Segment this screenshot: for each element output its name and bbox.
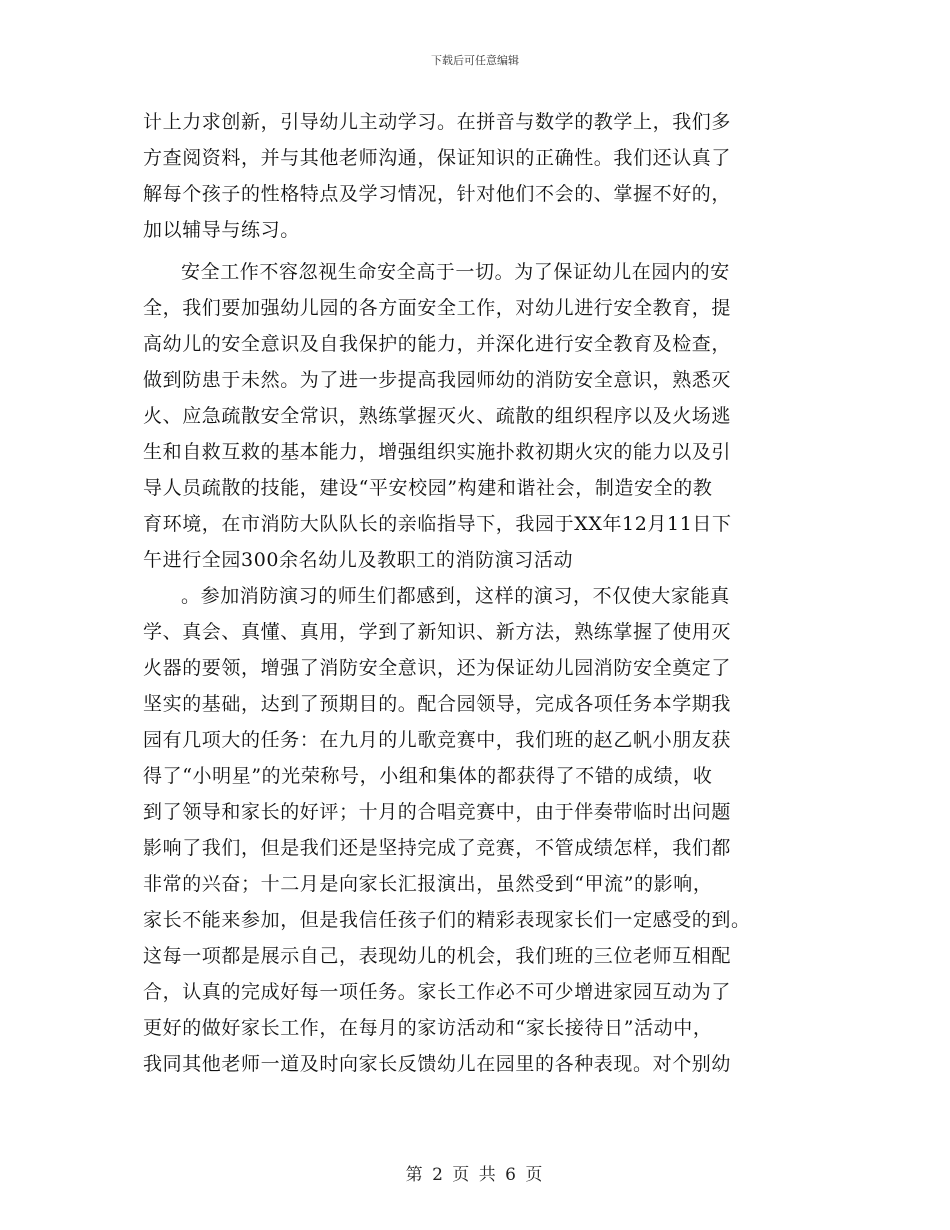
text-line: 我同其他老师一道及时向家长反馈幼儿在园里的各种表现。对个别幼 <box>143 1053 732 1075</box>
text-line: 方查阅资料，并与其他老师沟通，保证知识的正确性。我们还认真了 <box>143 147 732 169</box>
text-line: 得了“小明星”的光荣称号，小组和集体的都获得了不错的成绩，收 <box>143 765 713 787</box>
text-line: 火器的要领，增强了消防安全意识，还为保证幼儿园消防安全奠定了 <box>143 657 732 679</box>
paragraph-start-line: 安全工作不容忽视生命安全高于一切。为了保证幼儿在园内的安 <box>181 261 730 283</box>
text-line: 这每一项都是展示自己，表现幼儿的机会，我们班的三位老师互相配 <box>143 945 732 967</box>
text-line: 午进行全园300余名幼儿及教职工的消防演习活动 <box>143 549 574 571</box>
text-line: 学、真会、真懂、真用，学到了新知识、新方法，熟练掌握了使用灭 <box>143 621 732 643</box>
text-line: 影响了我们，但是我们还是坚持完成了竞赛，不管成绩怎样，我们都 <box>143 837 732 859</box>
page-number-indicator: 第 2 页 共 6 页 <box>405 1165 545 1185</box>
text-line: 导人员疏散的技能，建设“平安校园”构建和谐社会，制造安全的教 <box>143 477 713 499</box>
text-line: 家长不能来参加，但是我信任孩子们的精彩表现家长们一定感受的到。 <box>143 909 751 931</box>
text-line: 做到防患于未然。为了进一步提高我园师幼的消防安全意识，熟悉灭 <box>143 369 732 391</box>
document-body <box>143 104 813 1082</box>
paragraph-start-line: 。参加消防演习的师生们都感到，这样的演习，不仅使大家能真 <box>181 585 730 607</box>
page-header-note: 下载后可任意编辑 <box>431 54 519 67</box>
text-line: 火、应急疏散安全常识，熟练掌握灭火、疏散的组织程序以及火场逃 <box>143 405 732 427</box>
text-line: 合，认真的完成好每一项任务。家长工作必不可少增进家园互动为了 <box>143 981 732 1003</box>
text-line: 非常的兴奋；十二月是向家长汇报演出，虽然受到“甲流”的影响， <box>143 873 713 895</box>
text-line: 加以辅导与练习。 <box>143 219 300 241</box>
text-line: 到了领导和家长的好评；十月的合唱竞赛中，由于伴奏带临时出问题 <box>143 801 732 823</box>
text-line: 园有几项大的任务：在九月的儿歌竞赛中，我们班的赵乙帆小朋友获 <box>143 729 732 751</box>
text-line: 更好的做好家长工作，在每月的家访活动和“家长接待日”活动中， <box>143 1017 713 1039</box>
text-line: 解每个孩子的性格特点及学习情况，针对他们不会的、掌握不好的， <box>143 183 732 205</box>
text-line: 生和自救互救的基本能力，增强组织实施扑救初期火灾的能力以及引 <box>143 441 732 463</box>
text-line: 计上力求创新，引导幼儿主动学习。在拼音与数学的教学上，我们多 <box>143 111 732 133</box>
text-line: 坚实的基础，达到了预期目的。配合园领导，完成各项任务本学期我 <box>143 693 732 715</box>
text-line: 全，我们要加强幼儿园的各方面安全工作，对幼儿进行安全教育，提 <box>143 297 732 319</box>
text-line: 高幼儿的安全意识及自我保护的能力，并深化进行安全教育及检查， <box>143 333 732 355</box>
text-line: 育环境，在市消防大队队长的亲临指导下，我园于XX年12月11日下 <box>143 513 732 535</box>
